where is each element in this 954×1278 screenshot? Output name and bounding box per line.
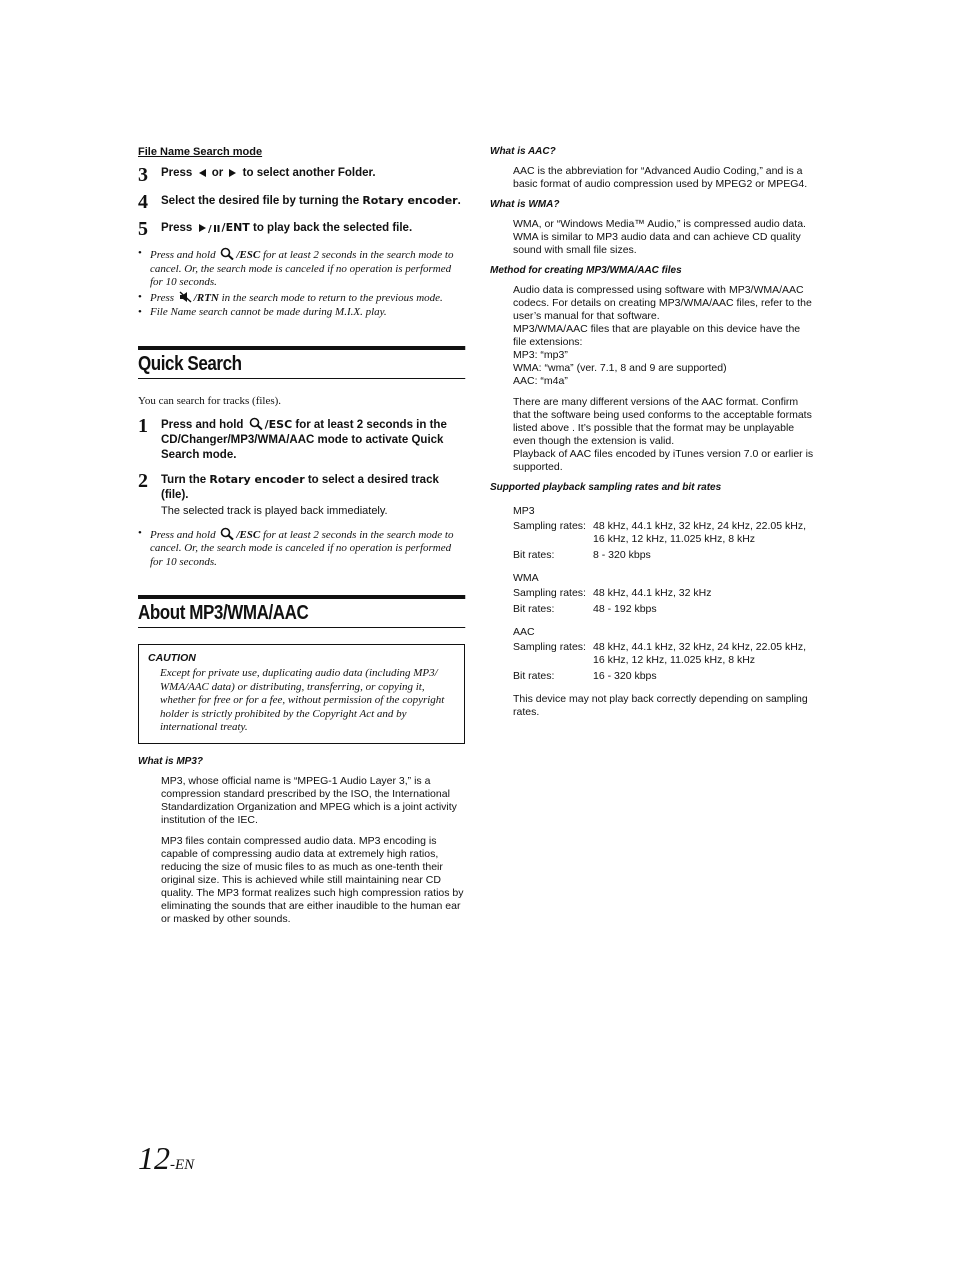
spec-label: Bit rates: <box>513 549 555 561</box>
step-text <box>161 220 412 236</box>
step-number: 5 <box>138 218 148 240</box>
quick-search-intro: You can search for tracks (files). <box>138 394 282 407</box>
play-pause-icon <box>198 223 220 233</box>
note-pre: Press and hold <box>150 249 216 261</box>
step-text <box>161 417 465 463</box>
note-item <box>138 306 465 320</box>
method-line: MP3: “mp3” <box>513 349 568 361</box>
file-name-search-heading: File Name Search mode <box>138 146 263 158</box>
spec-sampling-row <box>513 520 816 546</box>
step-number: 3 <box>138 164 148 186</box>
step-text-post: for at least 2 seconds in the CD/Changer/MP3/WMA/AAC mode to activate Quick Search mode. <box>161 418 447 461</box>
method-line: Audio data is compressed using software with MP3/WMA/AAC codecs. For details on creating MP3/WMA/AAC files, refer to the user’s manual for that software. <box>513 284 812 322</box>
spec-value: 16 - 320 kbps <box>593 670 657 682</box>
about-mp3-title <box>138 595 465 628</box>
spec-value: 48 kHz, 44.1 kHz, 32 kHz, 24 kHz, 22.05 kHz, 16 kHz, 12 kHz, 11.025 kHz, 8 kHz <box>593 641 807 666</box>
mp3-paragraph-1: MP3, whose official name is “MPEG-1 Audio Layer 3,” is a compression standard prescribed by the ISO, the International Standardization Organization and MPEG which is a joint activity institution of the IEC. <box>161 774 457 826</box>
esc-keyword: /ESC <box>236 528 261 541</box>
step-number: 1 <box>138 414 148 437</box>
svg-text:/: / <box>207 224 212 233</box>
esc-keyword: /ESC <box>264 417 293 431</box>
what-is-aac-heading: What is AAC? <box>490 146 556 157</box>
step-note: The selected track is played back immediately. <box>161 504 388 517</box>
step-text-post: . <box>457 195 461 207</box>
method-heading: Method for creating MP3/WMA/AAC files <box>490 265 682 276</box>
aac-versions-line: There are many different versions of the AAC format. Confirm that the software being used conforms to the acceptable formats listed above . It’s possible that the format may be unplayable even though the extension is valid. <box>513 396 812 447</box>
step-number: 2 <box>138 469 148 492</box>
step-text-pre: Turn the <box>161 473 207 486</box>
spec-value: 48 kHz, 44.1 kHz, 32 kHz <box>593 587 712 599</box>
closing-note: This device may not play back correctly depending on sampling rates. <box>513 693 808 718</box>
what-is-wma-heading: What is WMA? <box>490 199 560 210</box>
spec-bit-row <box>513 549 816 562</box>
step-5 <box>138 220 465 238</box>
quick-step-2 <box>138 469 465 518</box>
ent-keyword: /ENT <box>221 221 250 234</box>
caution-box <box>138 644 465 744</box>
step-number: 4 <box>138 191 148 213</box>
wma-paragraph: WMA, or “Windows Media™ Audio,” is compressed audio data. WMA is similar to MP3 audio data and can achieve CD quality sound with small file sizes. <box>513 218 806 256</box>
what-is-mp3-heading: What is MP3? <box>138 755 204 767</box>
spec-mp3 <box>490 505 816 562</box>
step-4 <box>138 193 465 211</box>
step-text-pre: Press and hold <box>161 418 244 431</box>
note-item <box>138 527 465 570</box>
page-number <box>138 1140 194 1177</box>
page-number-value: 12 <box>138 1140 170 1176</box>
method-line: AAC: “m4a” <box>513 375 568 387</box>
step-text <box>161 472 465 518</box>
quick-search-title <box>138 346 465 379</box>
method-line: WMA: “wma” (ver. 7.1, 8 and 9 are supported) <box>513 362 727 374</box>
aac-versions-paragraph <box>490 396 816 474</box>
page-number-suffix: -EN <box>170 1157 195 1173</box>
method-paragraph <box>490 284 816 388</box>
step-text-post: to select another Folder. <box>242 167 376 179</box>
step-text <box>161 166 376 181</box>
spec-value: 8 - 320 kbps <box>593 549 651 561</box>
step-text-post: to play back the selected file. <box>253 222 413 234</box>
step-text-post: to select a desired track (file). <box>161 473 439 501</box>
spec-label: Sampling rates: <box>513 587 586 599</box>
spec-value: 48 - 192 kbps <box>593 603 657 615</box>
spec-label: Sampling rates: <box>513 520 586 532</box>
search-icon <box>220 527 234 540</box>
spec-sampling-row <box>513 587 816 600</box>
aac-paragraph: AAC is the abbreviation for “Advanced Audio Coding,” and is a basic format of audio compression used by MPEG2 or MPEG4. <box>513 165 808 190</box>
spec-aac <box>490 626 816 683</box>
search-icon <box>249 417 263 430</box>
right-arrow-icon <box>228 168 237 178</box>
right-column <box>490 146 816 727</box>
note-pre: Press and hold <box>150 528 216 541</box>
quick-search-notes <box>138 527 465 570</box>
caution-title: CAUTION <box>148 652 196 664</box>
mp3-paragraph-2: MP3 files contain compressed audio data. MP3 encoding is capable of compressing audio data at extremely high ratios, reducing the size of music files to as much as one-tenth their original size. This is achieved while still maintaining near CD quality. The MP3 format realizes such high compression ratios by eliminating the sounds that are either inaudible to the human ear or masked by other sounds. <box>161 834 464 925</box>
step-3 <box>138 166 465 184</box>
quick-step-1 <box>138 414 465 463</box>
notes-list <box>138 247 465 320</box>
spec-format-name: WMA <box>513 572 539 584</box>
left-arrow-icon <box>198 168 207 178</box>
spec-label: Sampling rates: <box>513 641 586 653</box>
supported-rates-heading: Supported playback sampling rates and bit rates <box>490 482 722 493</box>
note-text: for at least 2 seconds in the search mode to cancel. Or, the search mode is canceled if no operation is performed for 10 seconds. <box>150 249 454 288</box>
rotary-encoder-keyword: Rotary encoder <box>209 472 305 486</box>
mute-icon <box>179 291 192 303</box>
note-item <box>138 291 465 306</box>
about-mp3-title-text: About MP3/WMA/AAC <box>138 602 309 624</box>
step-text-pre: Press <box>161 222 193 234</box>
note-text: File Name search cannot be made during M.I.X. play. <box>150 306 387 318</box>
spec-value: 48 kHz, 44.1 kHz, 32 kHz, 24 kHz, 22.05 kHz, 16 kHz, 12 kHz, 11.025 kHz, 8 kHz <box>593 520 807 545</box>
spec-bit-row <box>513 670 816 683</box>
quick-search-title-text: Quick Search <box>138 352 242 375</box>
note-text: in the search mode to return to the previous mode. <box>221 291 443 304</box>
spec-bit-row <box>513 603 816 616</box>
method-line: MP3/WMA/AAC files that are playable on this device have the file extensions: <box>513 323 801 348</box>
note-pre: Press <box>150 291 175 304</box>
spec-format-name: MP3 <box>513 505 535 517</box>
esc-keyword: /ESC <box>236 249 261 261</box>
step-text-pre: Select the desired file by turning the <box>161 195 360 207</box>
note-text: for at least 2 seconds in the search mode to cancel. Or, the search mode is canceled if no operation is performed for 10 seconds. <box>150 528 454 568</box>
spec-label: Bit rates: <box>513 670 555 682</box>
aac-versions-line: Playback of AAC files encoded by iTunes version 7.0 or earlier is supported. <box>513 448 814 473</box>
rtn-keyword: /RTN <box>193 291 219 304</box>
step-text <box>161 193 461 209</box>
rotary-encoder-keyword: Rotary encoder <box>362 194 458 207</box>
spec-label: Bit rates: <box>513 603 555 615</box>
spec-format-name: AAC <box>513 626 535 638</box>
caution-text: Except for private use, duplicating audio data (including MP3/ WMA/AAC data) or distributing, transferring, or copying it, whether for free or for a fee, without permission of the copyright holder is strictly prohibited by the Copyright Act and by international treaty. <box>160 667 445 733</box>
note-item <box>138 247 465 290</box>
left-column <box>138 146 465 934</box>
spec-wma <box>490 572 816 616</box>
step-text-mid: or <box>211 167 224 179</box>
spec-sampling-row <box>513 641 816 667</box>
search-icon <box>220 247 234 260</box>
step-text-pre: Press <box>161 167 193 179</box>
